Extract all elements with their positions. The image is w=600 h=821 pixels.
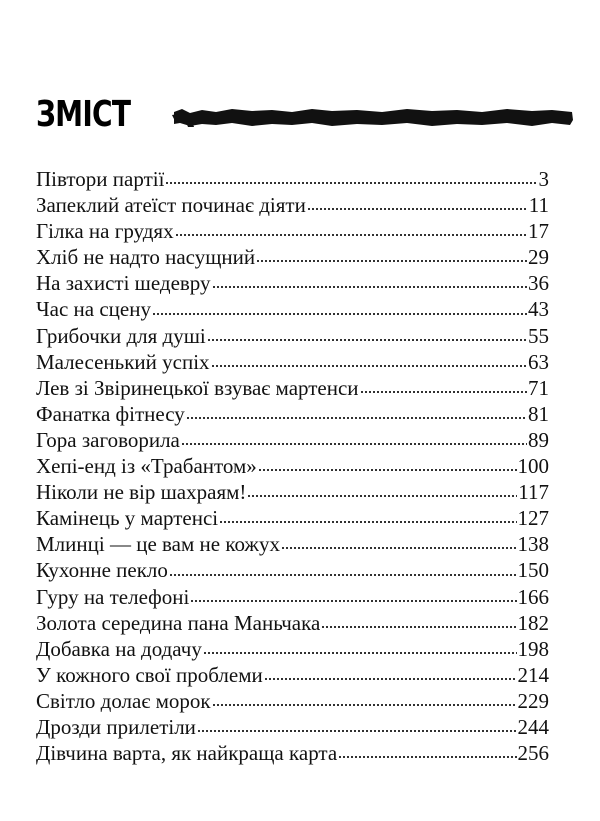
toc-entry-page-number: 55 [528, 323, 549, 348]
toc-entry-title: Дівчина варта, як найкраща карта [36, 741, 338, 766]
toc-entry-title: Камінець у мартенсі [36, 506, 219, 531]
toc-entry [36, 323, 549, 349]
toc-dot-leader [207, 338, 527, 342]
toc-dot-leader [256, 259, 527, 263]
toc-entry [36, 636, 549, 662]
toc-dot-leader [190, 599, 516, 603]
toc-entry-page-number: 256 [517, 741, 549, 766]
toc-entry-title: Млинці — це вам не кожух [36, 532, 280, 557]
toc-entry-title: Дрозди прилетіли [36, 714, 196, 739]
toc-entry [36, 375, 549, 401]
toc-entry [36, 688, 549, 714]
toc-entry [36, 584, 549, 610]
toc-entry [36, 531, 549, 557]
toc-entry-title: Добавка на додачу [36, 636, 202, 661]
toc-dot-leader [169, 573, 517, 577]
toc-entry-title: На захисті шедевру [36, 271, 211, 296]
toc-entry-title: Гілка на грудях [36, 219, 174, 244]
toc-entry-title: У кожного свої проблеми [36, 662, 263, 687]
toc-entry-page-number: 150 [517, 558, 549, 583]
toc-entry-title: Фанатка фітнесу [36, 401, 185, 426]
toc-entry-title: Гора заговорила [36, 427, 180, 452]
toc-entry-page-number: 36 [528, 271, 549, 296]
toc-dot-leader [203, 651, 517, 655]
toc-dot-leader [307, 207, 528, 211]
toc-dot-leader [281, 546, 517, 550]
toc-entry [36, 714, 549, 740]
toc-entry-title: Хепі-енд із «Трабантом» [36, 454, 257, 479]
toc-entry-page-number: 89 [528, 427, 549, 452]
toc-entry-title: Лев зі Звіринецької взуває мартенси [36, 375, 359, 400]
toc-entry-page-number: 182 [517, 610, 549, 635]
toc-entry [36, 479, 549, 505]
toc-entry-title: Кухонне пекло [36, 558, 168, 583]
toc-entry-page-number: 11 [528, 193, 549, 218]
toc-entry-page-number: 63 [528, 349, 549, 374]
toc-entry-title: Півтори партії [36, 167, 165, 191]
toc-dot-leader [360, 390, 527, 394]
toc-dot-leader [175, 233, 527, 237]
toc-entry-page-number: 166 [517, 584, 549, 609]
heading-row [36, 92, 574, 138]
toc-dot-leader [165, 181, 537, 185]
toc-entry [36, 610, 549, 636]
toc-entry-page-number: 17 [528, 219, 549, 244]
toc-entry-title: Малесенький успіх [36, 349, 210, 374]
toc-entry-page-number: 229 [517, 688, 549, 713]
toc-entry-title: Запеклий атеїст починає діяти [36, 193, 306, 218]
toc-dot-leader [338, 755, 516, 759]
toc-entry [36, 427, 549, 453]
toc-entry-title: Світло долає морок [36, 688, 211, 713]
toc-entry-title: Ніколи не вір шахраям! [36, 480, 247, 505]
toc-entry [36, 505, 549, 531]
toc-entry [36, 349, 549, 375]
toc-entry [36, 244, 549, 270]
toc-dot-leader [247, 494, 517, 498]
toc-entry [36, 662, 549, 688]
toc-entry [36, 296, 549, 322]
toc-entry-page-number: 127 [517, 506, 549, 531]
toc-entry-page-number: 3 [538, 167, 549, 191]
toc-entry-page-number: 43 [528, 297, 549, 322]
toc-entry-page-number: 198 [517, 636, 549, 661]
toc-entry-page-number: 29 [528, 245, 549, 270]
toc-dot-leader [186, 416, 527, 420]
page-title: ЗМІСТ [36, 94, 131, 135]
toc-entry-page-number: 71 [528, 375, 549, 400]
toc-dot-leader [258, 468, 517, 472]
toc-entry-page-number: 81 [528, 401, 549, 426]
toc-entry [36, 270, 549, 296]
toc-entry-page-number: 117 [518, 480, 549, 505]
toc-dot-leader [219, 520, 516, 524]
toc-dot-leader [181, 442, 527, 446]
toc-dot-leader [211, 364, 527, 368]
toc-entry-title: Грибочки для душі [36, 323, 206, 348]
toc-entry [36, 740, 549, 766]
toc-dot-leader [212, 285, 527, 289]
toc-dot-leader [152, 312, 527, 316]
toc-entry [36, 557, 549, 583]
toc-dot-leader [197, 729, 517, 733]
toc-dot-leader [321, 625, 516, 629]
toc-entry [36, 218, 549, 244]
toc-entry [36, 453, 549, 479]
toc-entry-page-number: 244 [517, 714, 549, 739]
toc-entry-title: Час на сцену [36, 297, 151, 322]
toc-dot-leader [264, 677, 517, 681]
toc-entry-page-number: 138 [517, 532, 549, 557]
toc-entry-title: Золота середина пана Маньчака [36, 610, 321, 635]
toc-list [36, 166, 549, 766]
toc-entry-page-number: 214 [517, 662, 549, 687]
toc-entry-page-number: 100 [517, 454, 549, 479]
toc-entry [36, 192, 549, 218]
toc-entry-title: Хліб не надто насущний [36, 245, 256, 270]
toc-dot-leader [212, 703, 517, 707]
toc-entry [36, 166, 549, 192]
decorative-brush-bar [172, 106, 574, 128]
toc-entry [36, 401, 549, 427]
toc-entry-title: Гуру на телефоні [36, 584, 190, 609]
